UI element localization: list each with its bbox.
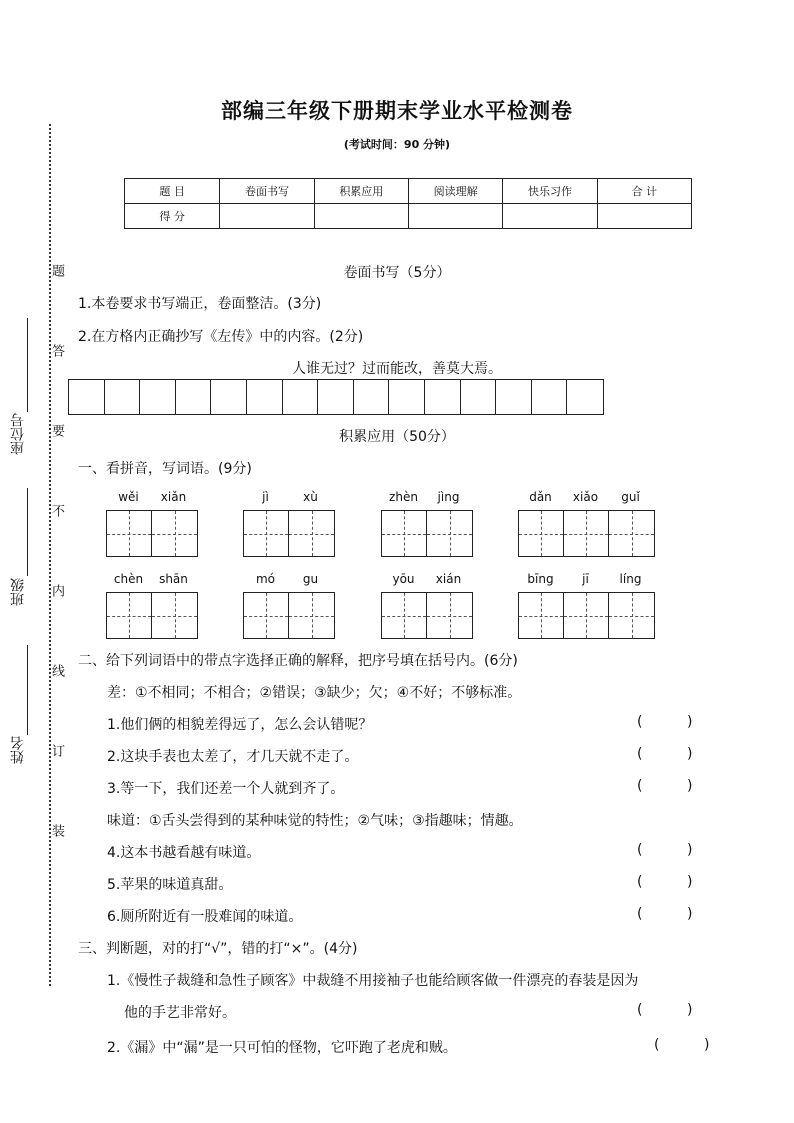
binding-char: 装 (49, 824, 64, 837)
score-table-header-row (125, 179, 692, 204)
score-cell[interactable] (220, 204, 314, 229)
answer-blank[interactable]: ( ) (637, 746, 693, 762)
grid-cell[interactable] (247, 380, 283, 414)
question-text: 2.在方格内正确抄写《左传》中的内容。(2分) (78, 329, 364, 345)
score-table (124, 178, 692, 229)
pinyin-syllable: chèn (113, 572, 144, 586)
definition-text: 味道：①舌头尝得到的某种味觉的特性；②气味；③指趣味；情趣。 (107, 813, 523, 829)
part-heading: 三、判断题，对的打“√”，错的打“×”。(4分) (78, 941, 358, 957)
pinyin-group (381, 486, 473, 557)
score-header-cell: 卷面书写 (220, 179, 314, 204)
grid-cell[interactable] (567, 380, 603, 414)
score-cell[interactable] (408, 204, 502, 229)
score-header-cell: 阅读理解 (408, 179, 502, 204)
grid-cell[interactable] (105, 380, 141, 414)
question-item: 6.厕所附近有一股难闻的味道。 (107, 909, 303, 925)
grid-cell[interactable] (389, 380, 425, 414)
answer-blank[interactable]: ( ) (637, 714, 693, 730)
binding-char: 订 (49, 744, 64, 757)
pinyin-syllable: zhèn (389, 490, 418, 504)
answer-blank[interactable]: ( ) (637, 842, 693, 858)
section-title-accumulation: 积累应用（50分） (339, 429, 455, 445)
tianzi-grid[interactable] (243, 510, 335, 557)
part-heading: 一、看拼音，写词语。(9分) (78, 461, 252, 477)
answer-blank[interactable]: ( ) (654, 1037, 710, 1053)
pinyin-syllable: mó (255, 572, 276, 586)
pinyin-syllable: xiǎn (160, 490, 187, 504)
tianzi-grid[interactable] (518, 592, 655, 639)
pinyin-group (381, 568, 473, 639)
score-cell[interactable] (503, 204, 597, 229)
exam-duration: (考试时间：90 分钟) (343, 138, 451, 151)
binding-char: 答 (49, 344, 64, 357)
grid-cell[interactable] (69, 380, 105, 414)
grid-cell[interactable] (496, 380, 532, 414)
score-header-cell: 积累应用 (314, 179, 408, 204)
question-item: 2.《漏》中“漏”是一只可怕的怪物，它吓跑了老虎和贼。 (107, 1040, 457, 1056)
pinyin-syllable: xù (303, 490, 318, 504)
name-label: 姓名 (10, 736, 26, 764)
pinyin-syllable: líng (619, 572, 642, 586)
question-item: 3.等一下，我们还差一个人就到齐了。 (107, 781, 345, 797)
page-title: 部编三年级下册期末学业水平检测卷 (221, 98, 573, 123)
tianzi-grid[interactable] (106, 592, 198, 639)
pinyin-syllable: shān (159, 572, 188, 586)
score-row-label: 得 分 (125, 204, 220, 229)
question-text: 1.本卷要求书写端正，卷面整洁。(3分) (78, 296, 322, 312)
pinyin-syllable: xiǎo (572, 490, 599, 504)
pinyin-group (243, 486, 335, 557)
grid-cell[interactable] (211, 380, 247, 414)
score-cell[interactable] (314, 204, 408, 229)
tianzi-grid[interactable] (518, 510, 655, 557)
grid-cell[interactable] (425, 380, 461, 414)
tianzi-grid[interactable] (381, 510, 473, 557)
copy-writing-grid[interactable] (68, 379, 604, 415)
pinyin-syllable: jī (582, 572, 589, 586)
pinyin-syllable: jìng (437, 490, 460, 504)
pinyin-syllable: guǐ (621, 490, 640, 504)
score-cell[interactable] (597, 204, 691, 229)
score-table-score-row (125, 204, 692, 229)
answer-blank[interactable]: ( ) (637, 1002, 693, 1018)
grid-cell[interactable] (176, 380, 212, 414)
definition-text: 差：①不相同；不相合；②错误；③缺少；欠；④不好；不够标准。 (107, 685, 522, 701)
part-heading: 二、给下列词语中的带点字选择正确的解释，把序号填在括号内。(6分) (78, 653, 518, 669)
score-header-cell: 合 计 (597, 179, 691, 204)
answer-blank[interactable]: ( ) (637, 874, 693, 890)
grid-cell[interactable] (532, 380, 568, 414)
class-label: 班级 (10, 578, 26, 606)
binding-char: 不 (49, 504, 64, 517)
copy-quote: 人谁无过？过而能改，善莫大焉。 (292, 361, 502, 377)
answer-blank[interactable]: ( ) (637, 778, 693, 794)
binding-char: 题 (49, 264, 64, 277)
section-title-handwriting: 卷面书写（5分） (343, 265, 451, 281)
binding-char: 内 (49, 584, 64, 597)
grid-cell[interactable] (318, 380, 354, 414)
seat-number-label: 座位号 (10, 413, 26, 455)
score-header-cell: 题 目 (125, 179, 220, 204)
question-item: 4.这本书越看越有味道。 (107, 845, 261, 861)
pinyin-group (106, 486, 198, 557)
grid-cell[interactable] (283, 380, 319, 414)
pinyin-syllable: dǎn (529, 490, 552, 504)
binding-char: 线 (49, 664, 64, 677)
grid-cell[interactable] (140, 380, 176, 414)
score-header-cell: 快乐习作 (503, 179, 597, 204)
grid-cell[interactable] (461, 380, 497, 414)
pinyin-group (518, 568, 655, 639)
tianzi-grid[interactable] (106, 510, 198, 557)
binding-char: 要 (49, 424, 64, 437)
answer-blank[interactable]: ( ) (637, 906, 693, 922)
grid-cell[interactable] (354, 380, 390, 414)
pinyin-syllable: jì (262, 490, 269, 504)
question-item: 1.《慢性子裁缝和急性子顾客》中裁缝不用接袖子也能给顾客做一件漂亮的春装是因为 (107, 973, 639, 989)
tianzi-grid[interactable] (243, 592, 335, 639)
pinyin-group (518, 486, 655, 557)
question-item: 1.他们俩的相貌差得远了，怎么会认错呢？ (107, 717, 373, 733)
pinyin-syllable: wěi (118, 490, 139, 504)
question-item-continued: 他的手艺非常好。 (124, 1005, 236, 1021)
pinyin-syllable: bīng (527, 572, 554, 586)
pinyin-group (243, 568, 335, 639)
class-field[interactable] (27, 488, 28, 576)
question-item: 5.苹果的味道真甜。 (107, 877, 233, 893)
pinyin-syllable: yōu (392, 572, 415, 586)
pinyin-syllable: gu (302, 572, 319, 586)
name-field[interactable] (27, 645, 28, 735)
tianzi-grid[interactable] (381, 592, 473, 639)
question-item: 2.这块手表也太差了，才几天就不走了。 (107, 749, 359, 765)
pinyin-syllable: xián (435, 572, 462, 586)
binding-dotted-line (49, 124, 51, 986)
pinyin-group (106, 568, 198, 639)
